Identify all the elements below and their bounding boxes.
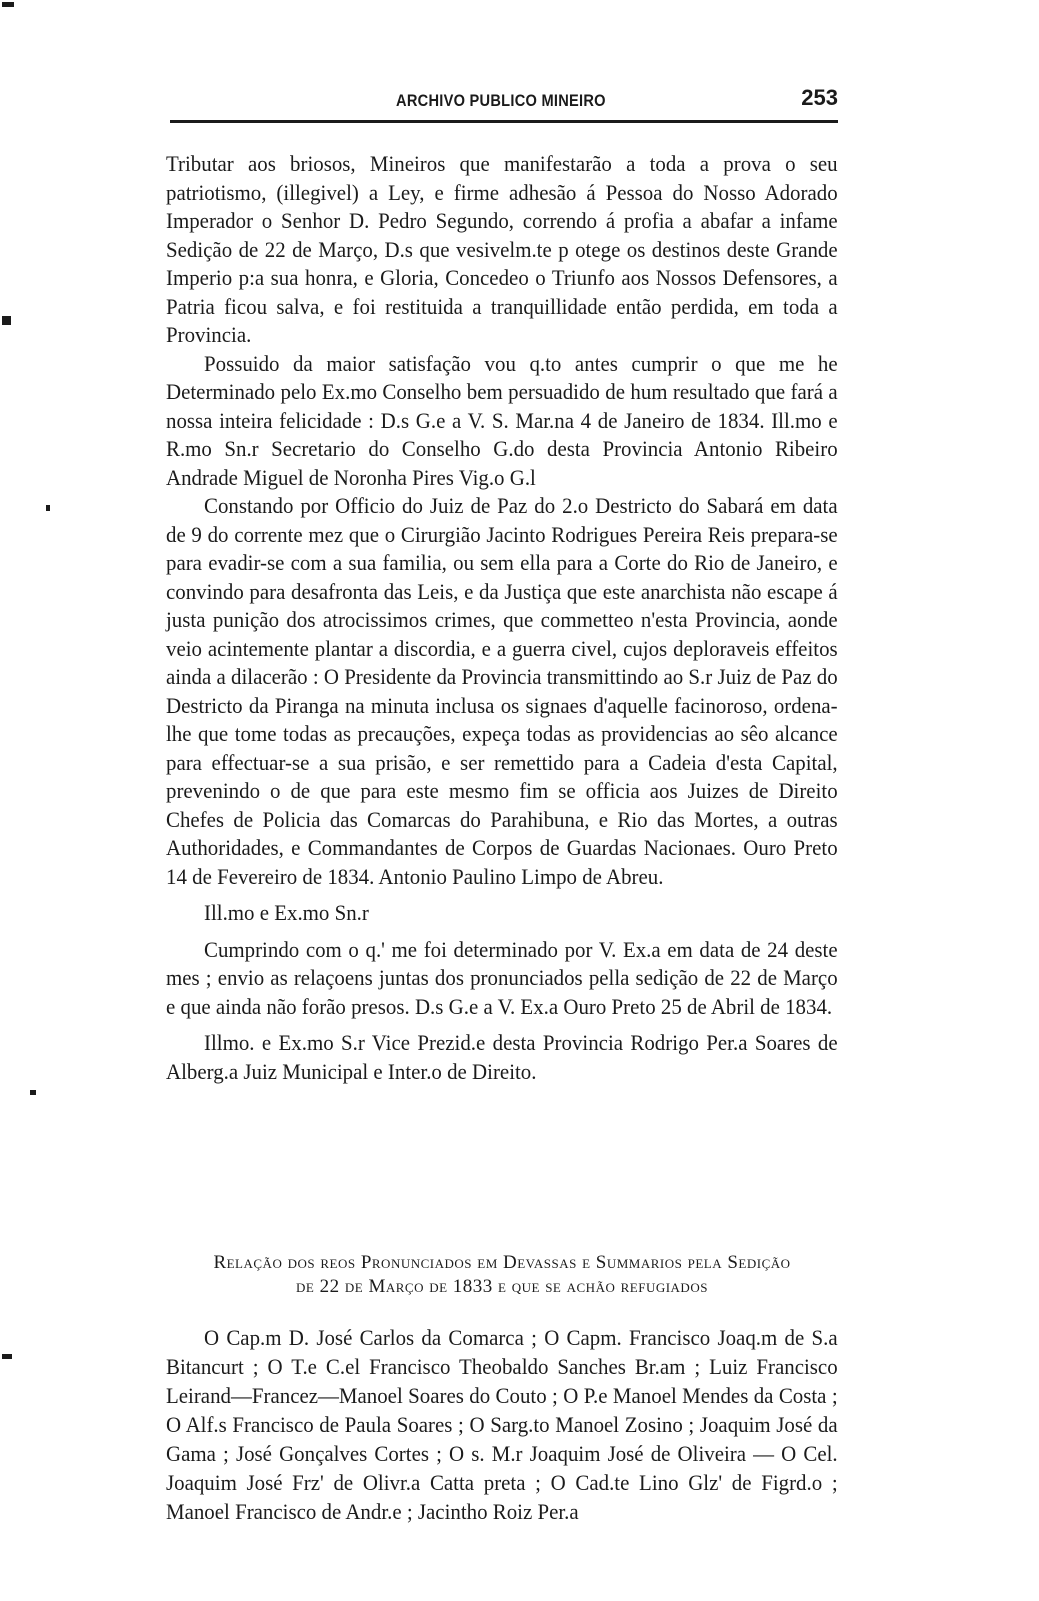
paragraph-2: Possuido da maior satisfação vou q.to antes cumprir o que me he Determinado pelo Ex.mo Conselho bem persuadido de hum resultado que fará a nossa inteira felicidade : D.s G.e a V. S. Mar.na 4 de Janeiro de 1834. Ill.mo e R.mo Sn.r Secretario do Conselho G.do desta Provincia Antonio Ribeiro Andrade Miguel de Noronha Pires Vig.o G.l xyxy=(166,350,838,490)
roster-list xyxy=(166,1323,838,1526)
paragraph-1: Tributar aos briosos, Mineiros que manifestarão a toda a prova o seu patriotismo, (illegivel) a Ley, e firme adhesão á Pessoa do Nosso Adorado Imperador o Senhor D. Pedro Segundo, correndo á profia a abafar a infame Sedição de 22 de Março, D.s que vesivelm.te p otege os destinos deste Grande Imperio p:a sua honra, e Gloria, Concedeo o Triunfo aos Nossos Defensores, a Patria ficou salva, e foi restituida a tranquillidade então perdida, em toda a Provincia. xyxy=(166,151,838,347)
body-text xyxy=(166,150,838,1086)
salutation: Ill.mo e Ex.mo Sn.r xyxy=(204,900,369,925)
paragraph-4: Cumprindo com o q.' me foi determinado por V. Ex.a em data de 24 deste mes ; envio as relaçoens juntas dos pronunciados pella sedição de 22 de Março e que ainda não forão presos. D.s G.e a V. Ex.a Ouro Preto 25 de Abril de 1834. xyxy=(166,936,838,1019)
section-title xyxy=(166,1251,838,1299)
header-rule xyxy=(170,120,838,123)
running-header xyxy=(168,85,838,119)
scan-mark xyxy=(46,505,50,511)
page-number: 253 xyxy=(801,85,838,110)
section-title-line-1: Relação dos reos Pronunciados em Devassas e Summarios pela Sedição xyxy=(213,1252,791,1273)
scan-mark xyxy=(2,2,14,7)
scan-mark xyxy=(2,316,11,325)
scan-mark xyxy=(30,1090,36,1095)
paragraph-5: Illmo. e Ex.mo S.r Vice Prezid.e desta Provincia Rodrigo Per.a Soares de Alberg.a Juiz Municipal e Inter.o de Direito. xyxy=(166,1030,838,1084)
scan-mark xyxy=(2,1354,12,1359)
roster-paragraph: O Cap.m D. José Carlos da Comarca ; O Capm. Francisco Joaq.m de S.a Bitancurt ; O T.e C.el Francisco Theobaldo Sanches Br.am ; Luiz Francisco Leirand—Francez—Manoel Soares do Couto ; O P.e Manoel Mendes da Costa ; O Alf.s Francisco de Paula Soares ; O Sarg.to Manoel Zosino ; Joaquim José da Gama ; José Gonçalves Cortes ; O s. M.r Joaquim José de Oliveira — O Cel. Joaquim José Frz' de Olivr.a Catta preta ; O Cad.te Lino Glz' de Figrd.o ; Manoel Francisco de Andr.e ; Jacintho Roiz Per.a xyxy=(166,1325,838,1524)
running-title: ARCHIVO PUBLICO MINEIRO xyxy=(396,91,606,110)
paragraph-3: Constando por Officio do Juiz de Paz do 2.o Destricto do Sabará em data de 9 do corrente mez que o Cirurgião Jacinto Rodrigues Pereira Reis prepara-se para evadir-se com a sua familia, ou sem ella para a Corte do Rio de Janeiro, e convindo para desafronta das Leis, e da Justiça que este anarchista não escape á justa punição dos atrocissimos crimes, que commetteo n'esta Provincia, aonde veio acintemente plantar a discordia, e a guerra civel, cujos deploraveis effeitos ainda a dilacerão : O Presidente da Provincia transmittindo ao S.r Juiz de Paz do Destricto da Piranga na minuta inclusa os signaes d'aquelle facinoroso, ordena-lhe que tome todas as precauções, expeça todas as providencias ao sêo alcance para effectuar-se a sua prisão, e ser remettido para a Cadeia d'esta Capital, prevenindo o de que para este mesmo fim se officia aos Juizes de Direito Chefes de Policia das Comarcas do Parahibuna, e Rio das Mortes, a outras Authoridades, e Commandantes de Corpos de Guardas Nacionaes. Ouro Preto 14 de Fevereiro de 1834. Antonio Paulino Limpo de Abreu. xyxy=(166,493,838,889)
section-title-line-2: de 22 de Março de 1833 e que se achão refugiados xyxy=(296,1276,708,1297)
